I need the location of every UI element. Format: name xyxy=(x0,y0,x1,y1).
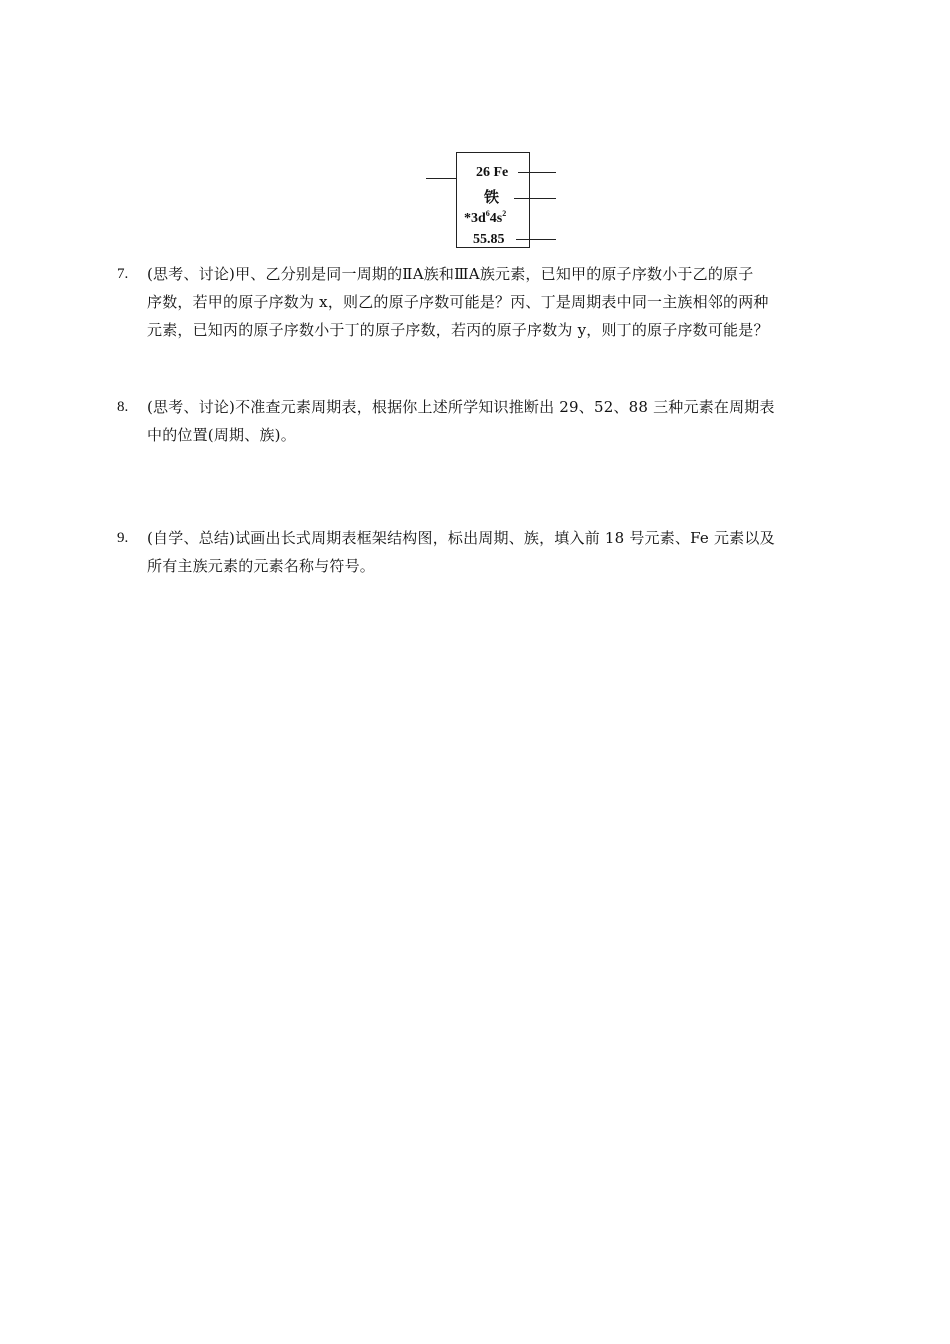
pointer-line-name xyxy=(514,198,556,199)
question-line: 序数，若甲的原子序数为 x，则乙的原子序数可能是？丙、丁是周期表中同一主族相邻的两种 xyxy=(147,293,769,311)
pointer-line-symbol xyxy=(518,172,556,173)
question-line: 元素，已知丙的原子序数小于丁的原子序数，若丙的原子序数为 y，则丁的原子序数可能是？ xyxy=(147,321,769,339)
question-text xyxy=(147,524,837,580)
electron-configuration xyxy=(464,211,506,227)
element-number-symbol: 26 Fe xyxy=(476,165,509,180)
question-line: 所有主族元素的元素名称与符号。 xyxy=(147,557,376,575)
pointer-line-left xyxy=(426,178,457,179)
config-mid: 4s xyxy=(489,211,503,226)
element-name: 铁 xyxy=(484,188,500,206)
question-number: 9. xyxy=(117,530,129,546)
element-mass: 55.85 xyxy=(473,232,505,247)
question-number: 8. xyxy=(117,399,129,415)
question-text xyxy=(147,260,837,344)
question-text xyxy=(147,393,837,449)
config-prefix: *3d xyxy=(464,211,486,226)
question-line: (自学、总结)试画出长式周期表框架结构图，标出周期、族，填入前 18 号元素、Fe 元素以及 xyxy=(147,529,775,547)
config-sup-d: 6 xyxy=(485,209,490,218)
element-card-figure xyxy=(426,150,558,252)
question-line: 中的位置(周期、族)。 xyxy=(147,426,296,444)
question-line: (思考、讨论)不准查元素周期表，根据你上述所学知识推断出 29、52、88 三种元素在周期表 xyxy=(147,398,775,416)
pointer-line-mass xyxy=(516,239,556,240)
question-line: (思考、讨论)甲、乙分别是同一周期的ⅡA族和ⅢA族元素，已知甲的原子序数小于乙的原子 xyxy=(147,265,754,283)
config-sup-s: 2 xyxy=(502,209,507,218)
question-number: 7. xyxy=(117,266,129,282)
